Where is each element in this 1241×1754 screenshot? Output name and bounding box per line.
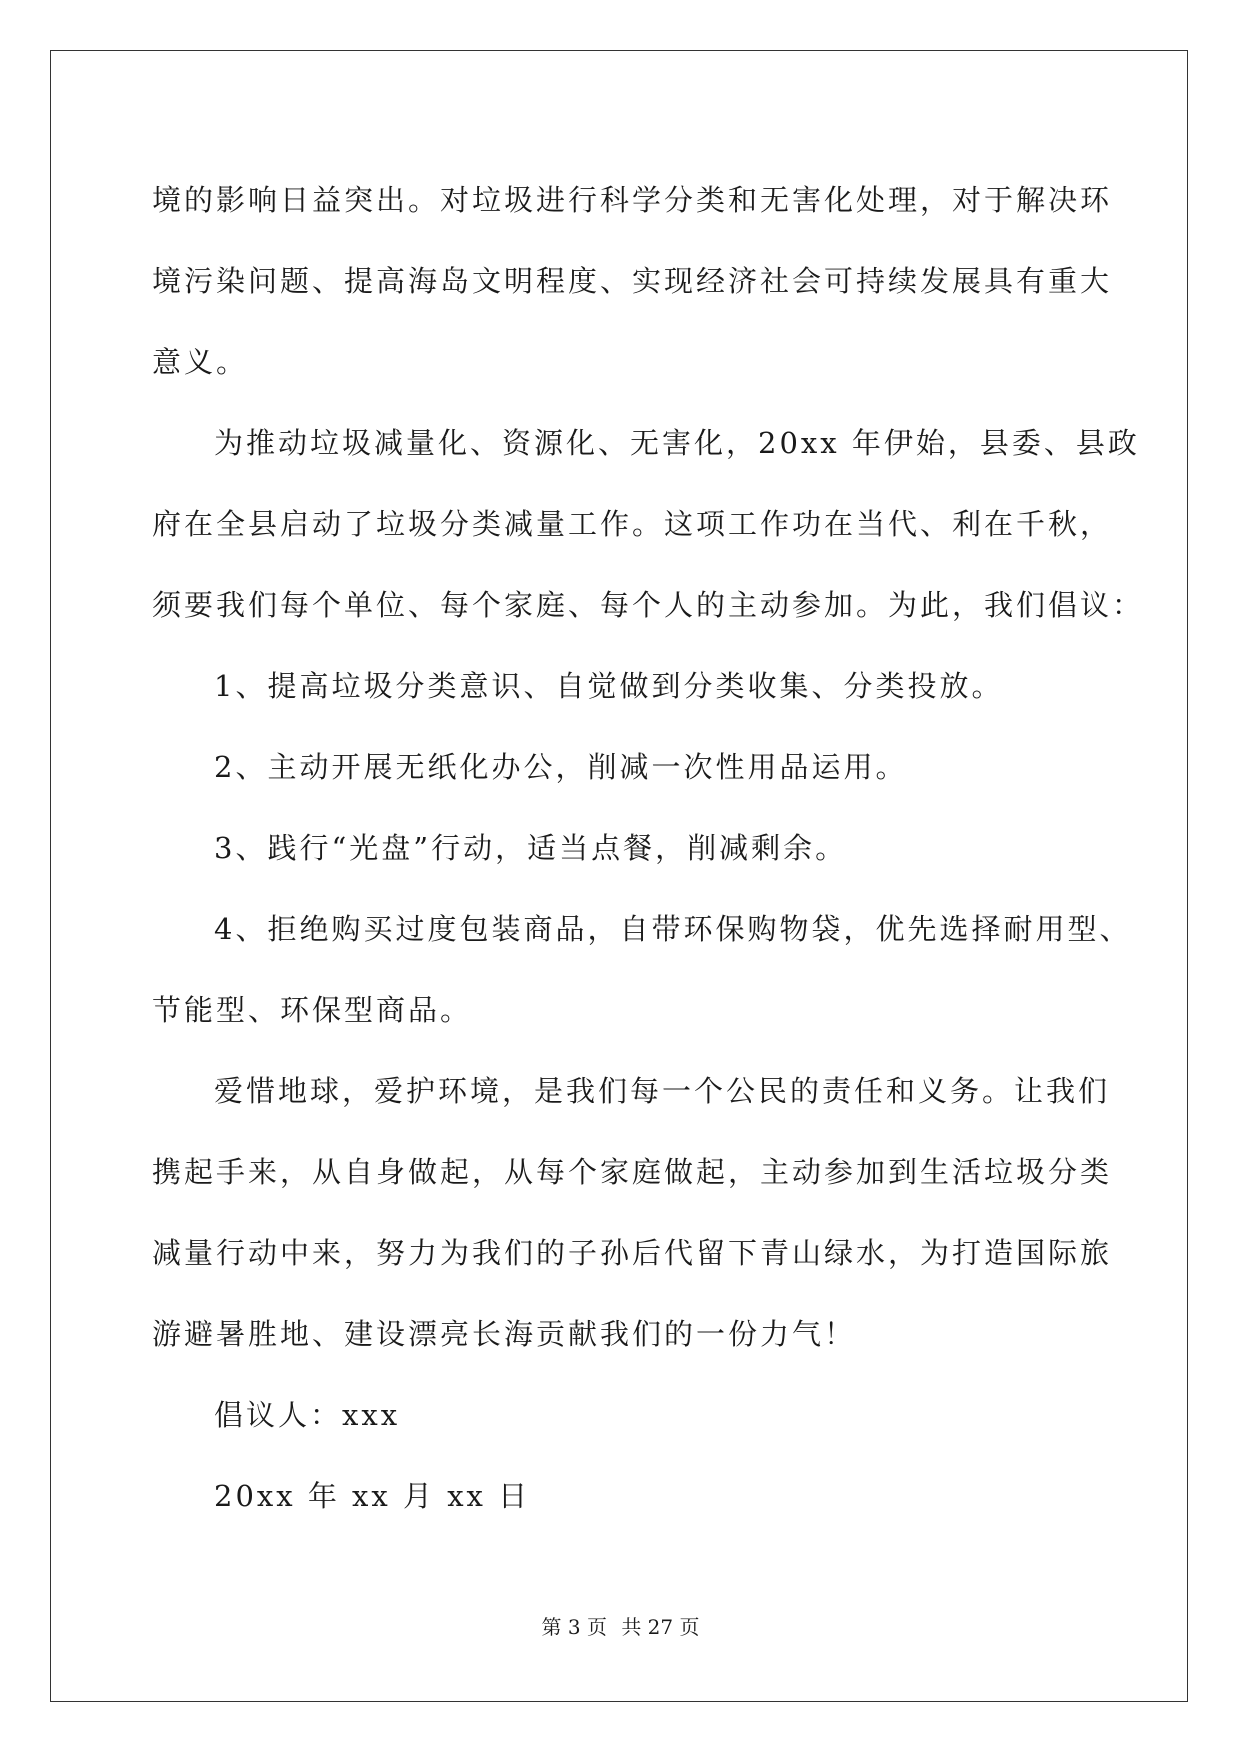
paragraph-impact [152, 160, 1113, 403]
text-line: 2、主动开展无纸化办公，削减一次性用品运用。 [214, 750, 908, 784]
text-line: 1、提高垃圾分类意识、自觉做到分类收集、分类投放。 [214, 669, 1004, 703]
page-footer [0, 1615, 1241, 1639]
text-line: 府在全县启动了垃圾分类减量工作。这项工作功在当代、利在千秋， [152, 507, 1113, 541]
proposal-item-3 [152, 808, 1092, 889]
current-page-label: 第 3 页 [541, 1615, 607, 1639]
total-pages-label: 共 27 页 [621, 1615, 700, 1639]
text-line: 3、践行“光盘”行动，适当点餐，削减剩余。 [214, 831, 848, 865]
text-line: 4、拒绝购买过度包装商品，自带环保购物袋，优先选择耐用型、 [214, 912, 1132, 946]
proposal-item-4 [152, 889, 1132, 1051]
text-line: 携起手来，从自身做起，从每个家庭做起，主动参加到生活垃圾分类 [152, 1155, 1113, 1189]
text-line: 境污染问题、提高海岛文明程度、实现经济社会可持续发展具有重大 [152, 264, 1113, 298]
text-line: 须要我们每个单位、每个家庭、每个人的主动参加。为此，我们倡议： [152, 588, 1145, 622]
document-body [152, 160, 1145, 1537]
proposal-item-1 [152, 646, 1092, 727]
text-line: 节能型、环保型商品。 [152, 993, 473, 1027]
text-line: 减量行动中来，努力为我们的子孙后代留下青山绿水，为打造国际旅 [152, 1236, 1113, 1270]
text-line: 境的影响日益突出。对垃圾进行科学分类和无害化处理，对于解决环 [152, 183, 1113, 217]
proposal-item-2 [152, 727, 1092, 808]
paragraph-closing [152, 1051, 1113, 1375]
text-line: 倡议人：xxx [214, 1398, 401, 1432]
date-line [152, 1456, 1092, 1537]
text-line: 为推动垃圾减量化、资源化、无害化，20xx 年伊始，县委、县政 [214, 426, 1140, 460]
text-line: 20xx 年 xx 月 xx 日 [214, 1479, 531, 1513]
text-line: 爱惜地球，爱护环境，是我们每一个公民的责任和义务。让我们 [214, 1074, 1111, 1108]
paragraph-initiative [152, 403, 1145, 646]
text-line: 游避暑胜地、建设漂亮长海贡献我们的一份力气！ [152, 1317, 857, 1351]
text-line: 意义。 [152, 345, 249, 379]
signatory [152, 1375, 1092, 1456]
